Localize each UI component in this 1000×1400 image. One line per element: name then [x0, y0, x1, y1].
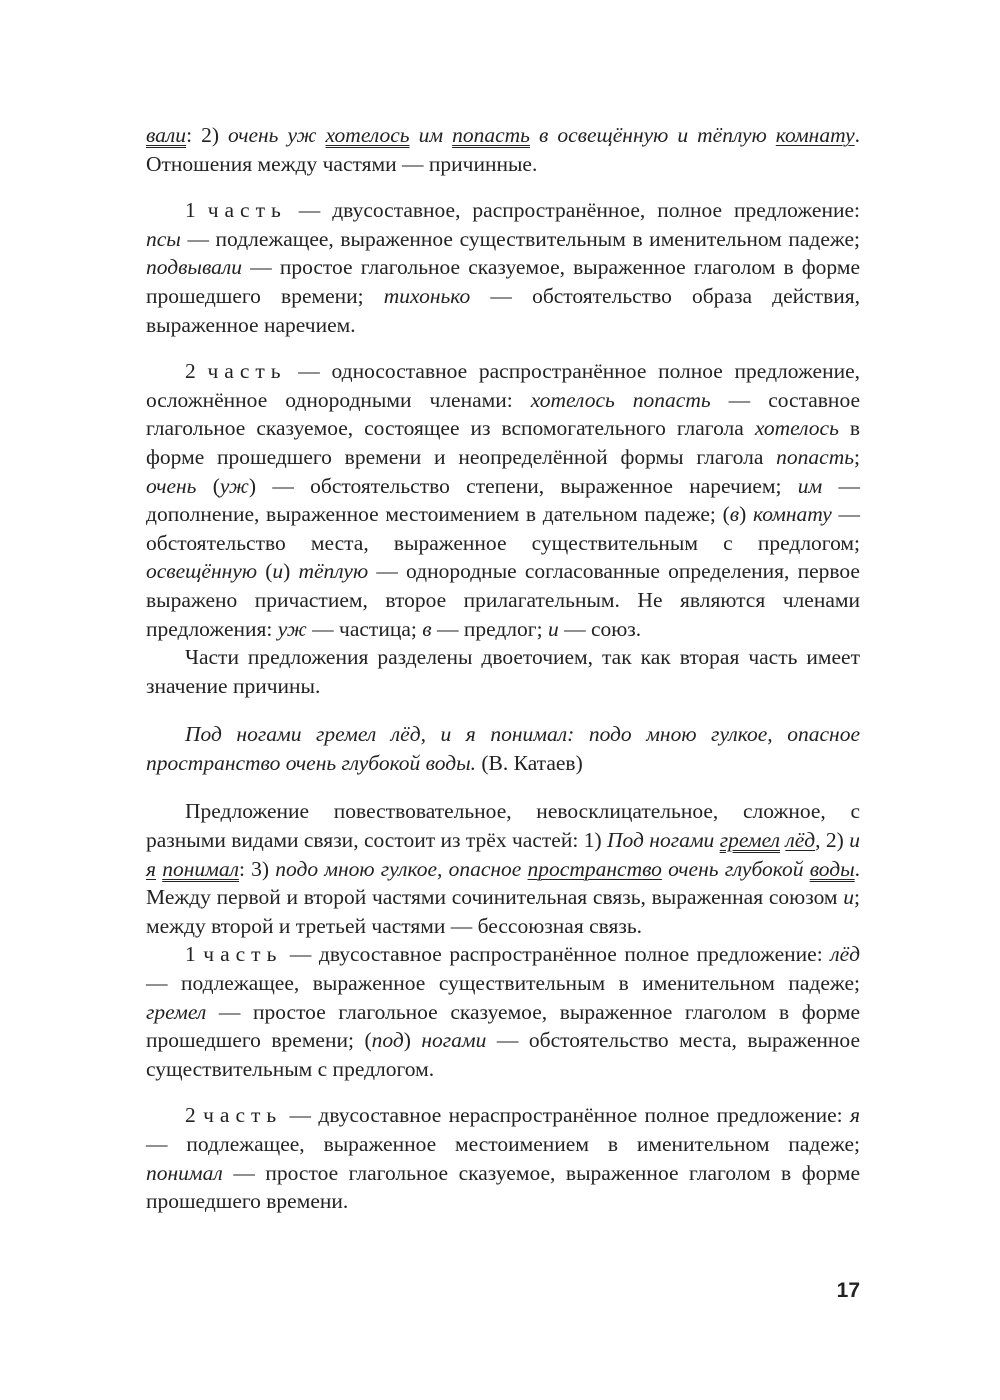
underlined-word: воды: [809, 856, 855, 881]
underlined-word: попасть: [452, 123, 530, 147]
spaced-heading-word: часть: [203, 942, 283, 967]
paragraph-continuation: вали: 2) очень уж хотелось им попасть в освещённую и тёплую комнату. Отношения между частями — причинные.: [146, 123, 860, 176]
spaced-heading-word: часть: [203, 1103, 283, 1128]
paragraph-part1-analysis: 1 часть — двусоставное, распространённое, полное предложение: псы — подлежащее, выраженное существительным в именительном падеже; подвывали — простое глагольное сказуемое, выраженное глаголом в форме прошедшего времени; тихонько — обстоятельство образа действия, выраженное наречием.: [146, 198, 860, 337]
underlined-word: хотелось: [325, 123, 410, 147]
spaced-heading-word: часть: [207, 359, 287, 384]
underlined-word: комнату: [775, 123, 855, 147]
underlined-word: гремел: [719, 828, 780, 853]
paragraph-conclusion: Части предложения разделены двоеточием, так как вторая часть имеет значение причины.: [146, 645, 860, 698]
quote-author: (В. Катаев): [476, 750, 583, 775]
underlined-word: пространство: [527, 856, 662, 881]
paragraph-part2-analysis-b: 2 часть — двусоставное нераспространённое полное предложение: я — подлежащее, выраженное местоимением в именительном падеже; понимал — простое глагольное сказуемое, выраженное глаголом в форме прошедшего времени.: [146, 1103, 860, 1214]
spaced-heading-word: часть: [207, 198, 287, 223]
underlined-word: понимал: [162, 856, 239, 881]
underlined-word: вали: [146, 123, 187, 147]
underlined-word: я: [146, 856, 156, 881]
page-body: [146, 121, 860, 1216]
paragraph-part2-analysis: 2 часть — односоставное распространённое полное предложение, осложнённое однородными членами: хотелось попасть — составное глагольное сказуемое, состоящее из вспомогательного глагола хотелось в форме прошедшего времени и неопределённой формы глагола попасть; очень (уж) — обстоятельство степени, выраженное наречием; им — дополнение, выраженное местоимением в дательном падеже; (в) комнату — обстоятельство места, выраженное существительным с предлогом; освещённую (и) тёплую — однородные согласованные определения, первое выражено причастием, второе прилагательным. Не являются членами предложения: уж — частица; в — предлог; и — союз.: [146, 359, 861, 641]
paragraph-sentence-analysis: Предложение повествовательное, невосклицательное, сложное, с разными видами связи, состоит из трёх частей: 1) Под ногами гремел лёд, 2) и я понимал: 3) подо мною гулкое, опасное пространство очень глубокой воды. Между первой и второй частями сочинительная связь, выраженная союзом и; между второй и третьей частями — бессоюзная связь.: [146, 799, 861, 938]
paragraph-part1-analysis-b: 1 часть — двусоставное распространённое полное предложение: лёд — подлежащее, выраженное существительным в именительном падеже; гремел — простое глагольное сказуемое, выраженное глаголом в форме прошедшего времени; (под) ногами — обстоятельство места, выраженное существительным с предлогом.: [146, 942, 860, 1081]
page-number: 17: [836, 1279, 860, 1302]
underlined-word: лёд: [785, 828, 816, 853]
example-sentence: Под ногами гремел лёд, и я понимал: подо мною гулкое, опасное пространство очень глубокой воды. (В. Катаев): [146, 722, 860, 775]
